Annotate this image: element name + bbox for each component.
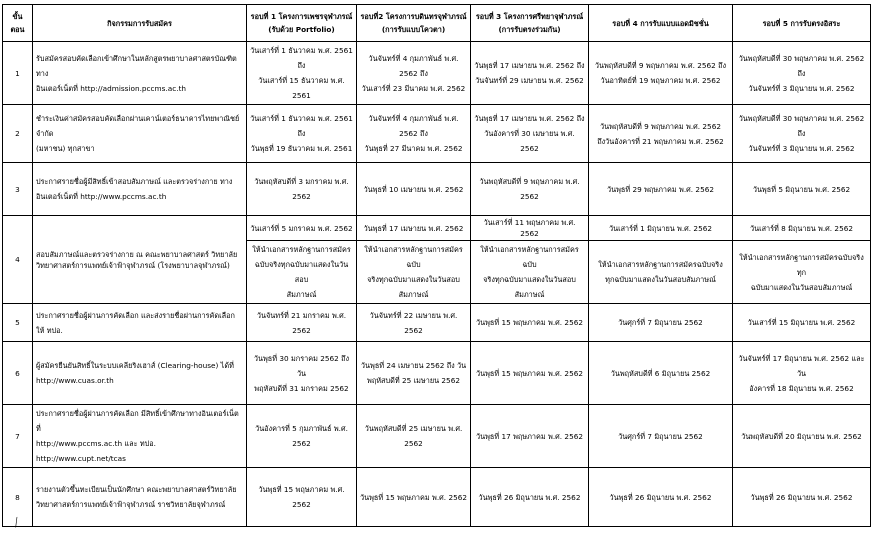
round-2-date: วันจันทร์ที่ 4 กุมภาพันธ์ พ.ศ. 2562 ถึง วันพุธที่ 27 มีนาคม พ.ศ. 2562 — [357, 105, 471, 163]
table-row — [3, 405, 871, 468]
round-5-date: วันพฤหัสบดีที่ 30 พฤษภาคม พ.ศ. 2562 ถึง วันจันทร์ที่ 3 มิถุนายน พ.ศ. 2562 — [733, 105, 871, 163]
header-row — [3, 5, 871, 42]
round-3-date: วันพุธที่ 17 เมษายน พ.ศ. 2562 ถึง วันอังคารที่ 30 เมษายน พ.ศ. 2562 — [471, 105, 589, 163]
activity-cell: ประกาศรายชื่อผู้มีสิทธิ์เข้าสอบสัมภาษณ์ และตรวจร่างกาย ทาง อินเตอร์เน็ตที่ http://www.pccms.ac.th — [33, 163, 247, 216]
activity-cell: ประกาศรายชื่อผู้ผ่านการคัดเลือก มีสิทธิ์เข้าศึกษาทางอินเตอร์เน็ตที่ http://www.pccms.ac.th และ ทปอ. http://www.cupt.net/tcas — [33, 405, 247, 468]
header-activity: กิจกรรมการรับสมัคร — [33, 5, 247, 42]
step-number: 2 — [3, 105, 33, 163]
activity-cell: สอบสัมภาษณ์และตรวจร่างกาย ณ คณะพยาบาลศาสตร์ วิทยาลัย วิทยาศาสตร์การแพทย์เจ้าฟ้าจุฬาภรณ์ (โรงพยาบาลจุฬาภรณ์) — [33, 216, 247, 304]
round-1-date: วันเสาร์ที่ 1 ธันวาคม พ.ศ. 2561 ถึง วันเสาร์ที่ 15 ธันวาคม พ.ศ. 2561 — [247, 42, 357, 105]
round-1-date: วันพุธที่ 15 พฤษภาคม พ.ศ. 2562 — [247, 468, 357, 527]
round-4-date: วันพฤหัสบดีที่ 9 พฤษภาคม พ.ศ. 2562 ถึงวันอังคารที่ 21 พฤษภาคม พ.ศ. 2562 — [589, 105, 733, 163]
activity-cell: ชำระเงินค่าสมัครสอบคัดเลือกผ่านเคาน์เตอร์ธนาคารไทยพาณิชย์ จำกัด (มหาชน) ทุกสาขา — [33, 105, 247, 163]
activity-cell: ผู้สมัครยืนยันสิทธิ์ในระบบเคลียริงเฮาส์ (Clearing-house) ได้ที่ http://www.cuas.or.th — [33, 342, 247, 405]
round-5-date: วันพฤหัสบดีที่ 20 มิถุนายน พ.ศ. 2562 — [733, 405, 871, 468]
header-round-2: รอบที่2 โครงการบดินทรจุฬาภรณ์ (การรับแบบโควตา) — [357, 5, 471, 42]
step-number: 6 — [3, 342, 33, 405]
round-1-date: วันเสาร์ที่ 1 ธันวาคม พ.ศ. 2561 ถึง วันพุธที่ 19 ธันวาคม พ.ศ. 2561 — [247, 105, 357, 163]
round-5-date: วันเสาร์ที่ 15 มิถุนายน พ.ศ. 2562 — [733, 304, 871, 342]
round-3-date: วันพฤหัสบดีที่ 9 พฤษภาคม พ.ศ. 2562 — [471, 163, 589, 216]
round-3-date: วันพุธที่ 15 พฤษภาคม พ.ศ. 2562 — [471, 342, 589, 405]
table-row — [3, 105, 871, 163]
header-round-1: รอบที่ 1 โครงการเพชรจุฬาภรณ์ (รับด้วย Portfolio) — [247, 5, 357, 42]
round-2-date: วันจันทร์ที่ 22 เมษายน พ.ศ. 2562 — [357, 304, 471, 342]
activity-cell: รายงานตัวขึ้นทะเบียนเป็นนักศึกษา คณะพยาบาลศาสตร์วิทยาลัย วิทยาศาสตร์การแพทย์เจ้าฟ้าจุฬาภรณ์ ราชวิทยาลัยจุฬาภรณ์ — [33, 468, 247, 527]
round-4-date: วันพุธที่ 29 พฤษภาคม พ.ศ. 2562 — [589, 163, 733, 216]
round-3-date: วันเสาร์ที่ 11 พฤษภาคม พ.ศ. 2562 — [471, 216, 589, 241]
round-2-date: วันพุธที่ 10 เมษายน พ.ศ. 2562 — [357, 163, 471, 216]
round-5-date: วันพุธที่ 5 มิถุนายน พ.ศ. 2562 — [733, 163, 871, 216]
step-number: 1 — [3, 42, 33, 105]
header-round-3: รอบที่ 3 โครงการศรีทยาจุฬาภรณ์ (การรับตรงร่วมกัน) — [471, 5, 589, 42]
round-5-date: วันจันทร์ที่ 17 มิถุนายน พ.ศ. 2562 และวัน อังคารที่ 18 มิถุนายน พ.ศ. 2562 — [733, 342, 871, 405]
round-2-note: ให้นำเอกสารหลักฐานการสมัครฉบับ จริงทุกฉบับมาแสดงในวันสอบ สัมภาษณ์ — [357, 241, 471, 304]
round-2-date: วันพฤหัสบดีที่ 25 เมษายน พ.ศ. 2562 — [357, 405, 471, 468]
round-1-date: วันจันทร์ที่ 21 มกราคม พ.ศ. 2562 — [247, 304, 357, 342]
round-3-note: ให้นำเอกสารหลักฐานการสมัครฉบับ จริงทุกฉบับมาแสดงในวันสอบ สัมภาษณ์ — [471, 241, 589, 304]
round-4-date: วันพฤหัสบดีที่ 6 มิถุนายน 2562 — [589, 342, 733, 405]
pen-mark-decoration: ╱ — [12, 517, 21, 528]
round-3-date: วันพุธที่ 17 พฤษภาคม พ.ศ. 2562 — [471, 405, 589, 468]
round-5-date: วันพฤหัสบดีที่ 30 พฤษภาคม พ.ศ. 2562 ถึง วันจันทร์ที่ 3 มิถุนายน พ.ศ. 2562 — [733, 42, 871, 105]
round-2-date: วันพุธที่ 15 พฤษภาคม พ.ศ. 2562 — [357, 468, 471, 527]
round-4-note: ให้นำเอกสารหลักฐานการสมัครฉบับจริง ทุกฉบับมาแสดงในวันสอบสัมภาษณ์ — [589, 241, 733, 304]
round-2-date: วันจันทร์ที่ 4 กุมภาพันธ์ พ.ศ. 2562 ถึง วันเสาร์ที่ 23 มีนาคม พ.ศ. 2562 — [357, 42, 471, 105]
round-3-date: วันพุธที่ 15 พฤษภาคม พ.ศ. 2562 — [471, 304, 589, 342]
round-2-date: วันพุธที่ 17 เมษายน พ.ศ. 2562 — [357, 216, 471, 241]
table-row — [3, 216, 871, 241]
header-step: ขั้นตอน — [3, 5, 33, 42]
round-4-date: วันพฤหัสบดีที่ 9 พฤษภาคม พ.ศ. 2562 ถึง วันอาทิตย์ที่ 19 พฤษภาคม พ.ศ. 2562 — [589, 42, 733, 105]
table-row — [3, 42, 871, 105]
round-4-date: วันศุกร์ที่ 7 มิถุนายน 2562 — [589, 304, 733, 342]
header-round-5: รอบที่ 5 การรับตรงอิสระ — [733, 5, 871, 42]
round-4-date: วันพุธที่ 26 มิถุนายน พ.ศ. 2562 — [589, 468, 733, 527]
step-number: 7 — [3, 405, 33, 468]
table-row — [3, 304, 871, 342]
round-3-date: วันพุธที่ 26 มิถุนายน พ.ศ. 2562 — [471, 468, 589, 527]
round-1-note: ให้นำเอกสารหลักฐานการสมัคร ฉบับจริงทุกฉบับมาแสดงในวันสอบ สัมภาษณ์ — [247, 241, 357, 304]
round-2-date: วันพุธที่ 24 เมษายน 2562 ถึง วัน พฤหัสบดีที่ 25 เมษายน 2562 — [357, 342, 471, 405]
activity-cell: รับสมัครสอบคัดเลือกเข้าศึกษาในหลักสูตรพยาบาลศาสตรบัณฑิต ทาง อินเตอร์เน็ตที่ http://admission.pccms.ac.th — [33, 42, 247, 105]
round-1-date: วันอังคารที่ 5 กุมภาพันธ์ พ.ศ. 2562 — [247, 405, 357, 468]
header-round-4: รอบที่ 4 การรับแบบแอดมิชชั่น — [589, 5, 733, 42]
round-3-date: วันพุธที่ 17 เมษายน พ.ศ. 2562 ถึง วันจันทร์ที่ 29 เมษายน พ.ศ. 2562 — [471, 42, 589, 105]
table-row — [3, 468, 871, 527]
round-1-date: วันพฤหัสบดีที่ 3 มกราคม พ.ศ. 2562 — [247, 163, 357, 216]
step-number: 4 — [3, 216, 33, 304]
step-number: 8 — [3, 468, 33, 527]
round-4-date: วันศุกร์ที่ 7 มิถุนายน 2562 — [589, 405, 733, 468]
round-1-date: วันเสาร์ที่ 5 มกราคม พ.ศ. 2562 — [247, 216, 357, 241]
round-5-date: วันพุธที่ 26 มิถุนายน พ.ศ. 2562 — [733, 468, 871, 527]
round-4-date: วันเสาร์ที่ 1 มิถุนายน พ.ศ. 2562 — [589, 216, 733, 241]
step-number: 3 — [3, 163, 33, 216]
round-5-note: ให้นำเอกสารหลักฐานการสมัครฉบับจริงทุก ฉบับมาแสดงในวันสอบสัมภาษณ์ — [733, 241, 871, 304]
admission-schedule-table — [2, 4, 871, 527]
table-row — [3, 163, 871, 216]
activity-cell: ประกาศรายชื่อผู้ผ่านการคัดเลือก และส่งรายชื่อผ่านการคัดเลือกให้ ทปอ. — [33, 304, 247, 342]
round-1-date: วันพุธที่ 30 มกราคม 2562 ถึง วัน พฤหัสบดีที่ 31 มกราคม 2562 — [247, 342, 357, 405]
round-5-date: วันเสาร์ที่ 8 มิถุนายน พ.ศ. 2562 — [733, 216, 871, 241]
step-number: 5 — [3, 304, 33, 342]
table-row — [3, 342, 871, 405]
